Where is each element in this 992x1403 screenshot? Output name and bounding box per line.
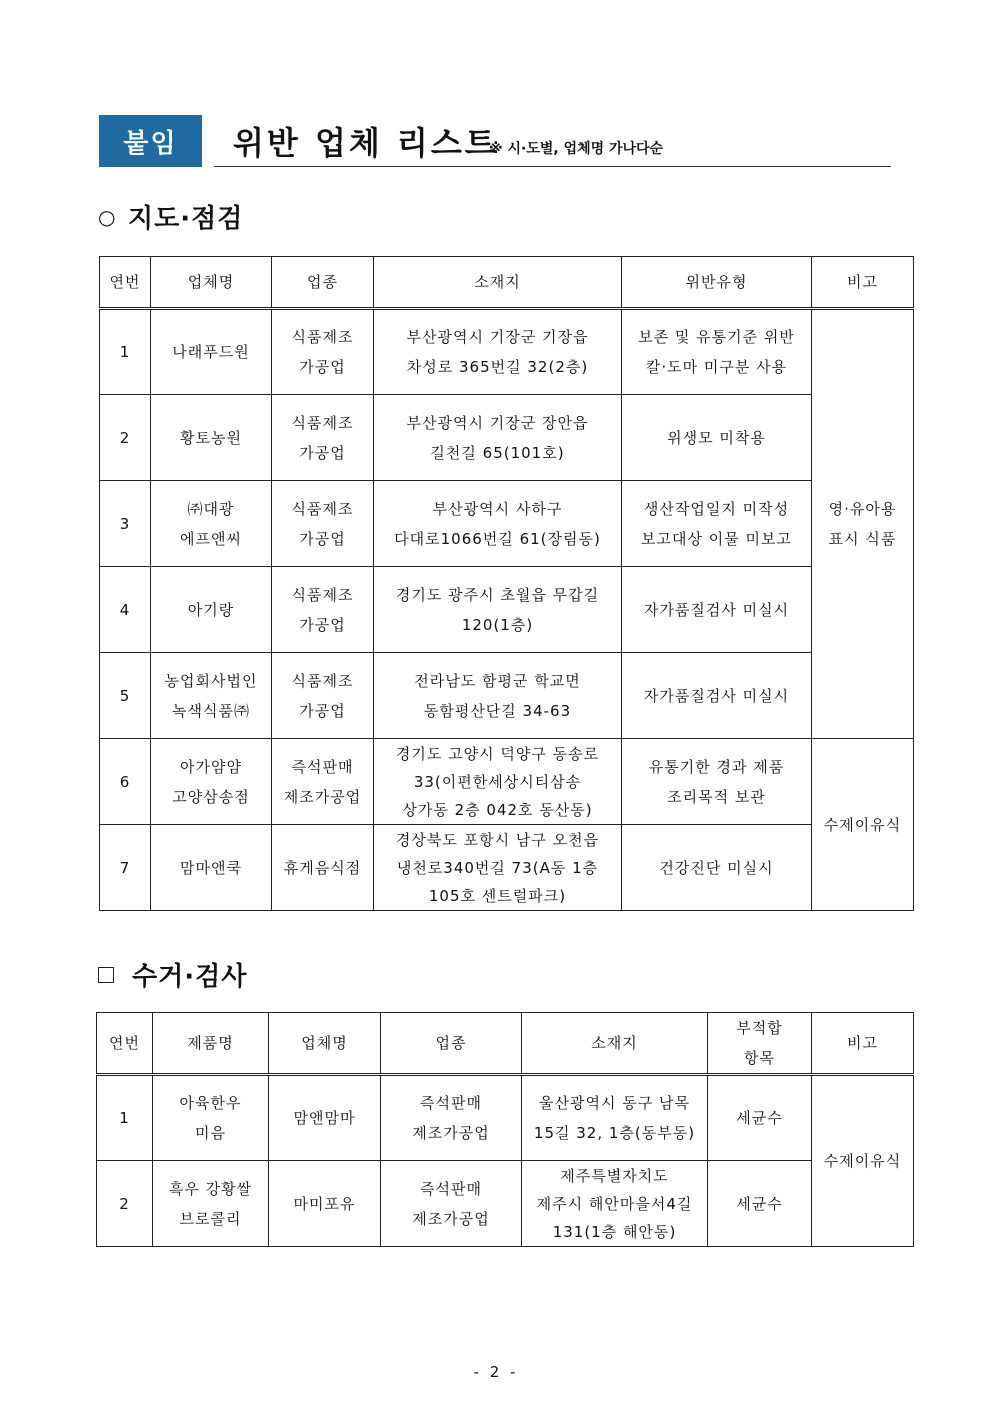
company-name: 맘앤맘마 <box>269 1075 381 1161</box>
row-number: 3 <box>100 481 151 567</box>
address: 부산광역시 기장군 장안읍 길천길 65(101호) <box>374 395 622 481</box>
column-header: 부적합 항목 <box>708 1013 812 1075</box>
attachment-badge: 붙임 <box>99 115 202 167</box>
table-header-row <box>100 257 914 309</box>
section-sampling-heading <box>98 956 247 993</box>
address: 경상북도 포항시 남구 오천읍 냉천로340번길 73(A동 1층 105호 센트럴파크) <box>374 825 622 911</box>
row-number: 1 <box>97 1075 153 1161</box>
column-header: 위반유형 <box>622 257 812 309</box>
row-number: 4 <box>100 567 151 653</box>
row-number: 2 <box>100 395 151 481</box>
company-name: ㈜대광 에프앤씨 <box>151 481 272 567</box>
company-name: 마미포유 <box>269 1161 381 1247</box>
company-name: 농업회사법인 녹색식품㈜ <box>151 653 272 739</box>
section-inspection-heading <box>98 198 243 235</box>
address: 전라남도 함평군 학교면 동함평산단길 34-63 <box>374 653 622 739</box>
square-bullet-icon <box>98 967 114 983</box>
industry-type: 즉석판매 제조가공업 <box>381 1075 522 1161</box>
violation-type: 유통기한 경과 제품 조리목적 보관 <box>622 739 812 825</box>
violation-type: 건강진단 미실시 <box>622 825 812 911</box>
column-header: 연번 <box>97 1013 153 1075</box>
violation-type: 자가품질검사 미실시 <box>622 653 812 739</box>
violation-type: 생산작업일지 미작성 보고대상 이물 미보고 <box>622 481 812 567</box>
address: 제주특별자치도 제주시 해안마을서4길 131(1층 해안동) <box>522 1161 708 1247</box>
circle-bullet-icon: ○ <box>98 204 116 229</box>
table-row <box>97 1075 914 1161</box>
row-number: 7 <box>100 825 151 911</box>
column-header: 소재지 <box>374 257 622 309</box>
column-header: 소재지 <box>522 1013 708 1075</box>
column-header: 제품명 <box>153 1013 269 1075</box>
section-inspection-title: 지도·점검 <box>128 204 244 234</box>
table-row <box>100 567 914 653</box>
company-name: 아가얌얌 고양삼송점 <box>151 739 272 825</box>
industry-type: 즉석판매 제조가공업 <box>272 739 374 825</box>
company-name: 맘마앤쿡 <box>151 825 272 911</box>
table-row <box>97 1161 914 1247</box>
column-header: 비고 <box>812 1013 914 1075</box>
row-number: 1 <box>100 309 151 395</box>
table-row <box>100 825 914 911</box>
industry-type: 휴게음식점 <box>272 825 374 911</box>
company-name: 나래푸드원 <box>151 309 272 395</box>
address: 부산광역시 사하구 다대로1066번길 61(장림동) <box>374 481 622 567</box>
industry-type: 식품제조 가공업 <box>272 481 374 567</box>
sort-note: ※ 시·도별, 업체명 가나다순 <box>489 141 664 157</box>
nonconforming-item: 세균수 <box>708 1161 812 1247</box>
inspection-table <box>99 256 914 911</box>
row-number: 6 <box>100 739 151 825</box>
nonconforming-item: 세균수 <box>708 1075 812 1161</box>
address: 경기도 고양시 덕양구 동송로 33(이편한세상시티삼송 상가동 2층 042호 동산동) <box>374 739 622 825</box>
column-header: 업체명 <box>151 257 272 309</box>
title-underline <box>214 166 891 167</box>
table-row <box>100 739 914 825</box>
violation-type: 위생모 미착용 <box>622 395 812 481</box>
industry-type: 식품제조 가공업 <box>272 309 374 395</box>
table-row <box>100 309 914 395</box>
row-number: 2 <box>97 1161 153 1247</box>
remark: 수제이유식 <box>812 739 914 911</box>
section-sampling-title: 수거·검사 <box>132 962 248 992</box>
address: 경기도 광주시 초월읍 무갑길 120(1층) <box>374 567 622 653</box>
column-header: 비고 <box>812 257 914 309</box>
address: 울산광역시 동구 남목 15길 32, 1층(동부동) <box>522 1075 708 1161</box>
industry-type: 식품제조 가공업 <box>272 395 374 481</box>
table-header-row <box>97 1013 914 1075</box>
address: 부산광역시 기장군 기장읍 차성로 365번길 32(2층) <box>374 309 622 395</box>
column-header: 연번 <box>100 257 151 309</box>
table-row <box>100 395 914 481</box>
industry-type: 식품제조 가공업 <box>272 567 374 653</box>
product-name: 흑우 강황쌀 브로콜리 <box>153 1161 269 1247</box>
page-number: - 2 - <box>473 1363 519 1381</box>
remark: 수제이유식 <box>812 1075 914 1247</box>
column-header: 업종 <box>381 1013 522 1075</box>
violation-type: 자가품질검사 미실시 <box>622 567 812 653</box>
column-header: 업종 <box>272 257 374 309</box>
page-title: 위반 업체 리스트 <box>233 124 499 162</box>
industry-type: 즉석판매 제조가공업 <box>381 1161 522 1247</box>
company-name: 황토농원 <box>151 395 272 481</box>
table-row <box>100 653 914 739</box>
sampling-table <box>96 1012 914 1247</box>
company-name: 아기랑 <box>151 567 272 653</box>
industry-type: 식품제조 가공업 <box>272 653 374 739</box>
product-name: 아육한우 미음 <box>153 1075 269 1161</box>
table-row <box>100 481 914 567</box>
column-header: 업체명 <box>269 1013 381 1075</box>
row-number: 5 <box>100 653 151 739</box>
violation-type: 보존 및 유통기준 위반 칼·도마 미구분 사용 <box>622 309 812 395</box>
remark: 영·유아용 표시 식품 <box>812 309 914 739</box>
